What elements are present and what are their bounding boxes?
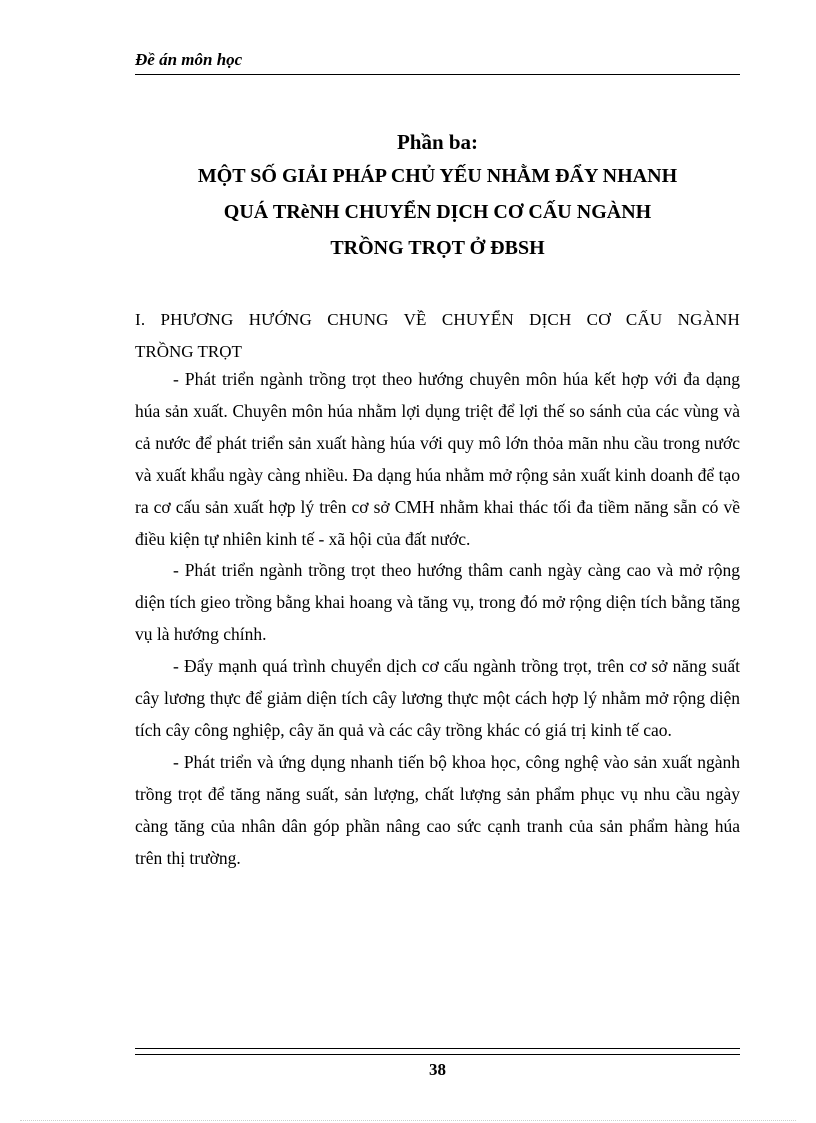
footer-double-rule bbox=[135, 1048, 740, 1055]
page-header bbox=[135, 48, 740, 75]
section-heading-line-2: TRỒNG TRỌT bbox=[135, 342, 242, 361]
header-title: Đề án môn học bbox=[135, 50, 243, 69]
paragraph-1: - Phát triển ngành trồng trọt theo hướng chuyên môn húa kết hợp với đa dạng húa sản xuất. Chuyên môn húa nhằm lợi dụng triệt để lợi thế so sánh của các vùng và cả nước để phát triển sản xuất hàng húa với quy mô lớn thỏa mãn nhu cầu trong nước và xuất khẩu ngày càng nhiều. Đa dạng húa nhằm mở rộng sản xuất kinh doanh để tạo ra cơ cấu sản xuất hợp lý trên cơ sở CMH nhằm khai thác tối đa tiềm năng sẵn có về điều kiện tự nhiên kinh tế - xã hội của đất nước. bbox=[135, 369, 740, 549]
chapter-title-line-3: TRỒNG TRỌT Ở ĐBSH bbox=[330, 237, 545, 259]
page-bottom-dotted-border bbox=[20, 1120, 796, 1121]
paragraph-4: - Phát triển và ứng dụng nhanh tiến bộ khoa học, công nghệ vào sản xuất ngành trồng trọt để tăng năng suất, sản lượng, chất lượng sản phẩm phục vụ nhu cầu ngày càng tăng của nhân dân góp phần nâng cao sức cạnh tranh của sản phẩm hàng húa trên thị trường. bbox=[135, 751, 740, 868]
chapter-part-label: Phần ba: bbox=[396, 130, 479, 154]
chapter-title-line-2: QUÁ TRèNH CHUYỂN DỊCH CƠ CẤU NGÀNH bbox=[223, 201, 652, 223]
chapter-title-line-1: MỘT SỐ GIẢI PHÁP CHỦ YẾU NHẰM ĐẨY NHANH bbox=[197, 165, 678, 187]
paragraph-2: - Phát triển ngành trồng trọt theo hướng thâm canh ngày càng cao và mở rộng diện tích gieo trồng bằng khai hoang và tăng vụ, trong đó mở rộng diện tích bằng tăng vụ là hướng chính. bbox=[135, 560, 740, 645]
body-text bbox=[135, 364, 740, 875]
chapter-title-block bbox=[135, 128, 740, 266]
section-heading-line-1: I. PHƯƠNG HƯỚNG CHUNG VỀ CHUYỂN DỊCH CƠ CẤU NGÀNH bbox=[135, 310, 740, 329]
paragraph-3: - Đẩy mạnh quá trình chuyển dịch cơ cấu ngành trồng trọt, trên cơ sở năng suất cây lương thực để giảm diện tích cây lương thực một cách hợp lý nhằm mở rộng diện tích cây công nghiệp, cây ăn quả và các cây trồng khác có giá trị kinh tế cao. bbox=[135, 656, 740, 740]
page-number: 38 bbox=[429, 1060, 446, 1079]
